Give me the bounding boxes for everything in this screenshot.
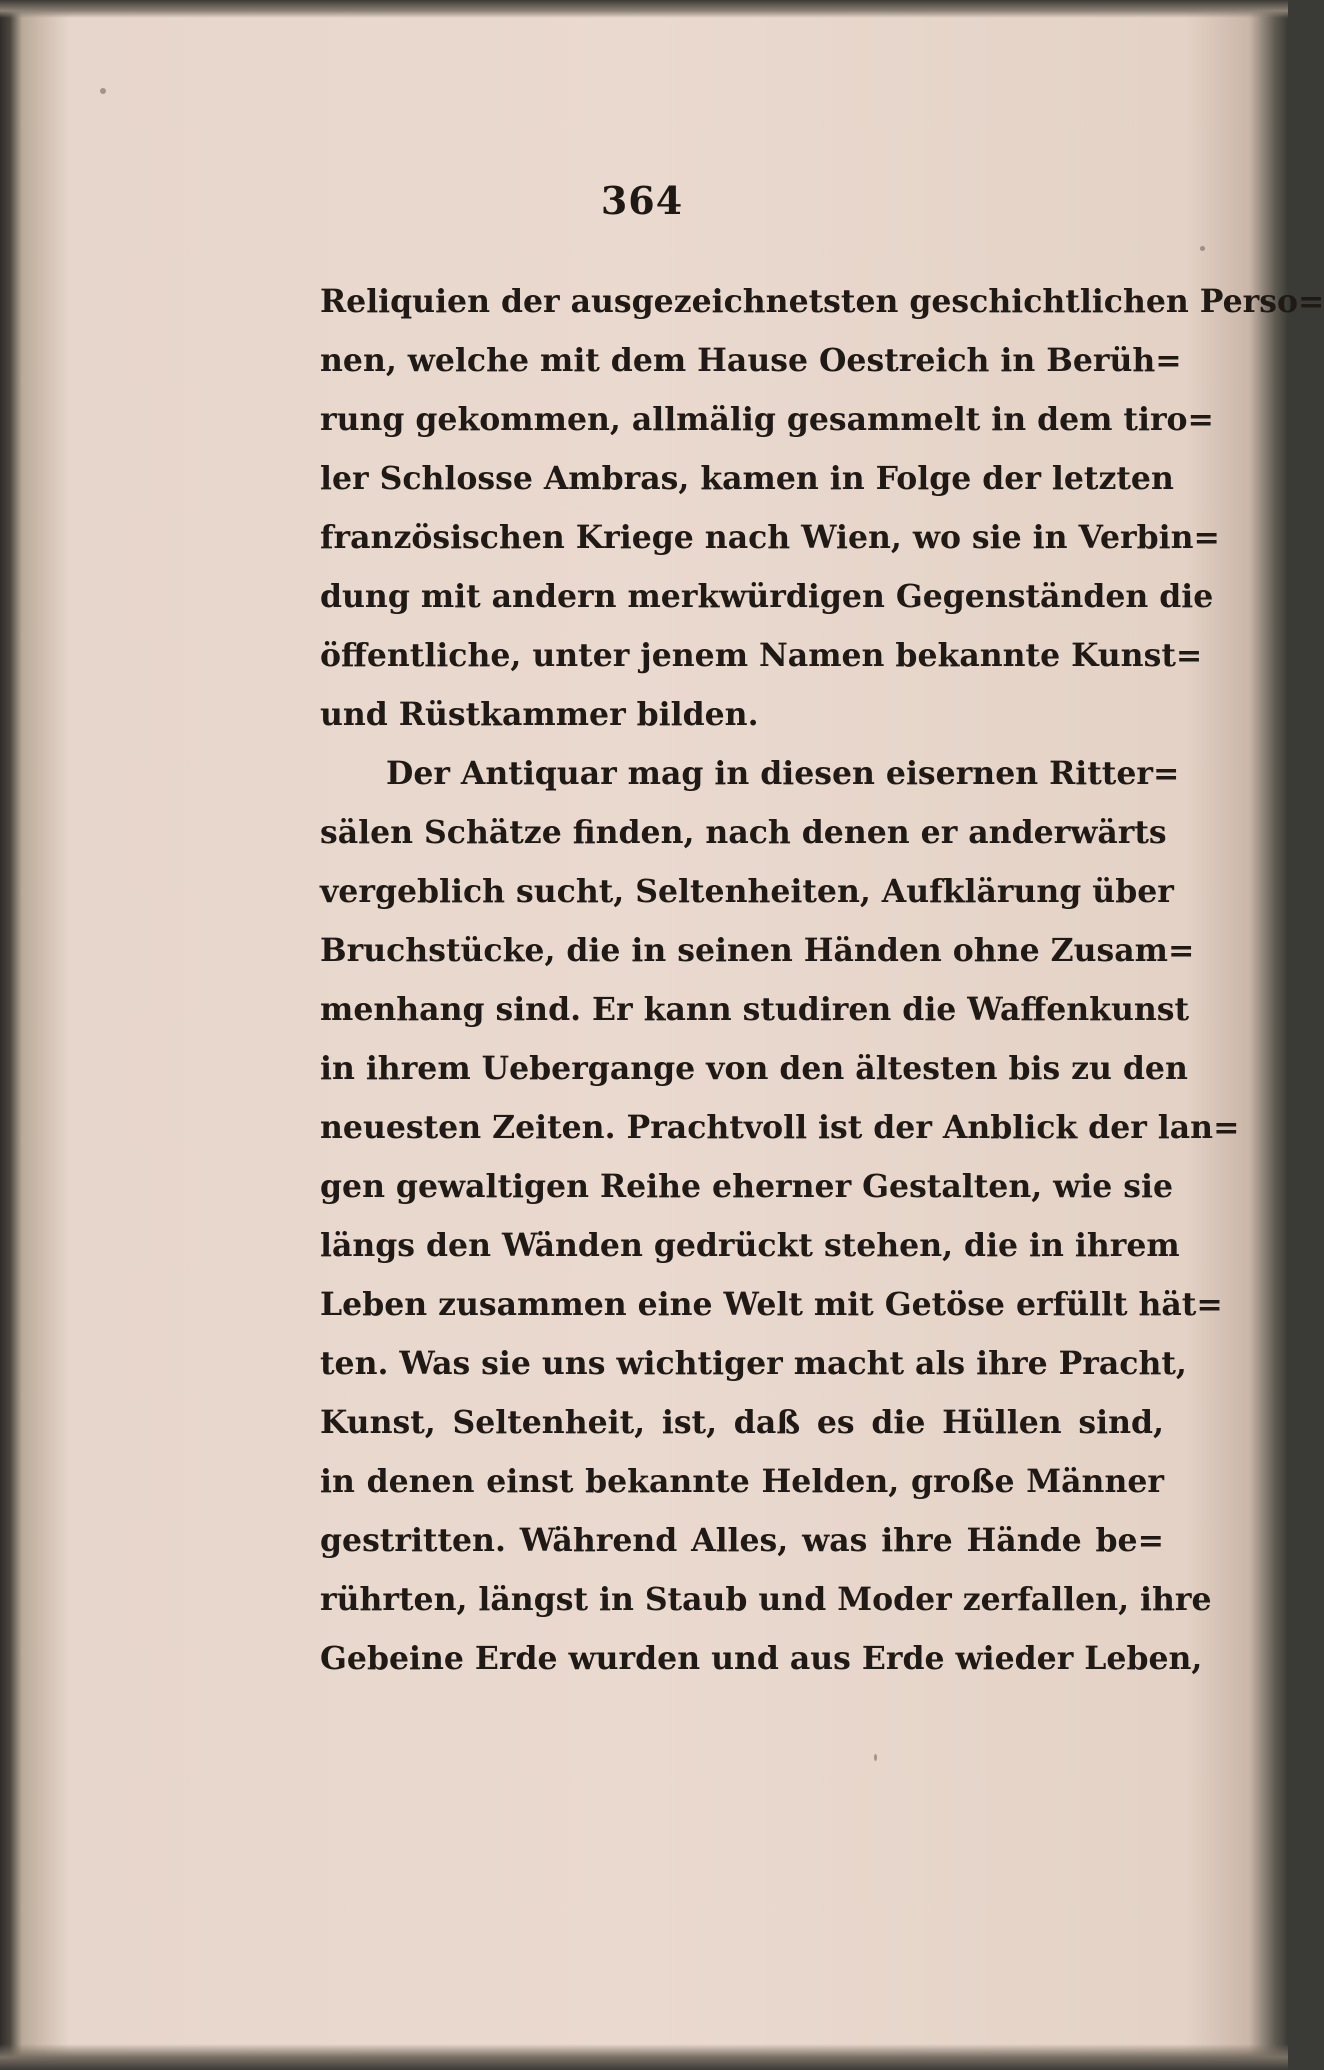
text-line: Reliquien der ausgezeichnetsten geschichtlichen Perso= (320, 283, 1324, 320)
text-line: rung gekommen, allmälig gesammelt in dem tiro= (320, 401, 1214, 438)
text-line: gen gewaltigen Reihe eherner Gestalten, wie sie (320, 1168, 1173, 1205)
text-line: dung mit andern merkwürdigen Gegenständen die (320, 578, 1214, 615)
text-line: gestritten. Während Alles, was ihre Hände be= (320, 1522, 1164, 1559)
book-page (44, 20, 1324, 2044)
text-line: in ihrem Uebergange von den ältesten bis zu den (320, 1050, 1188, 1087)
text-line: Kunst, Seltenheit, ist, daß es die Hüllen sind, (320, 1404, 1164, 1441)
paragraph-end-line: und Rüstkammer bilden. (320, 696, 759, 733)
text-line: nen, welche mit dem Hause Oestreich in Berüh= (320, 342, 1182, 379)
page-top-edge (0, 0, 1288, 18)
text-line: neuesten Zeiten. Prachtvoll ist der Anblick der lan= (320, 1109, 1240, 1146)
text-line: vergeblich sucht, Seltenheiten, Aufklärung über (320, 873, 1174, 910)
text-line: öffentliche, unter jenem Namen bekannte Kunst= (320, 637, 1203, 674)
text-line: Bruchstücke, die in seinen Händen ohne Zusam= (320, 932, 1195, 969)
text-line: sälen Schätze finden, nach denen er anderwärts (320, 814, 1167, 851)
text-line: menhang sind. Er kann studiren die Waffenkunst (320, 991, 1190, 1028)
text-line: in denen einst bekannte Helden, große Männer (320, 1463, 1164, 1500)
text-line: ten. Was sie uns wichtiger macht als ihre Pracht, (320, 1345, 1187, 1382)
body-text (320, 272, 1324, 1688)
text-line: ler Schlosse Ambras, kamen in Folge der letzten (320, 460, 1174, 497)
text-line: rührten, längst in Staub und Moder zerfallen, ihre (320, 1581, 1212, 1618)
text-line: Leben zusammen eine Welt mit Getöse erfüllt hät= (320, 1286, 1223, 1323)
page-bottom-edge (0, 2044, 1288, 2070)
page-number: 364 (600, 178, 684, 223)
text-line: Gebeine Erde wurden und aus Erde wieder Leben, (320, 1640, 1203, 1677)
text-line: längs den Wänden gedrückt stehen, die in ihrem (320, 1227, 1180, 1264)
text-line: französischen Kriege nach Wien, wo sie in Verbin= (320, 519, 1220, 556)
paragraph-start-line: Der Antiquar mag in diesen eisernen Ritter= (386, 755, 1180, 792)
